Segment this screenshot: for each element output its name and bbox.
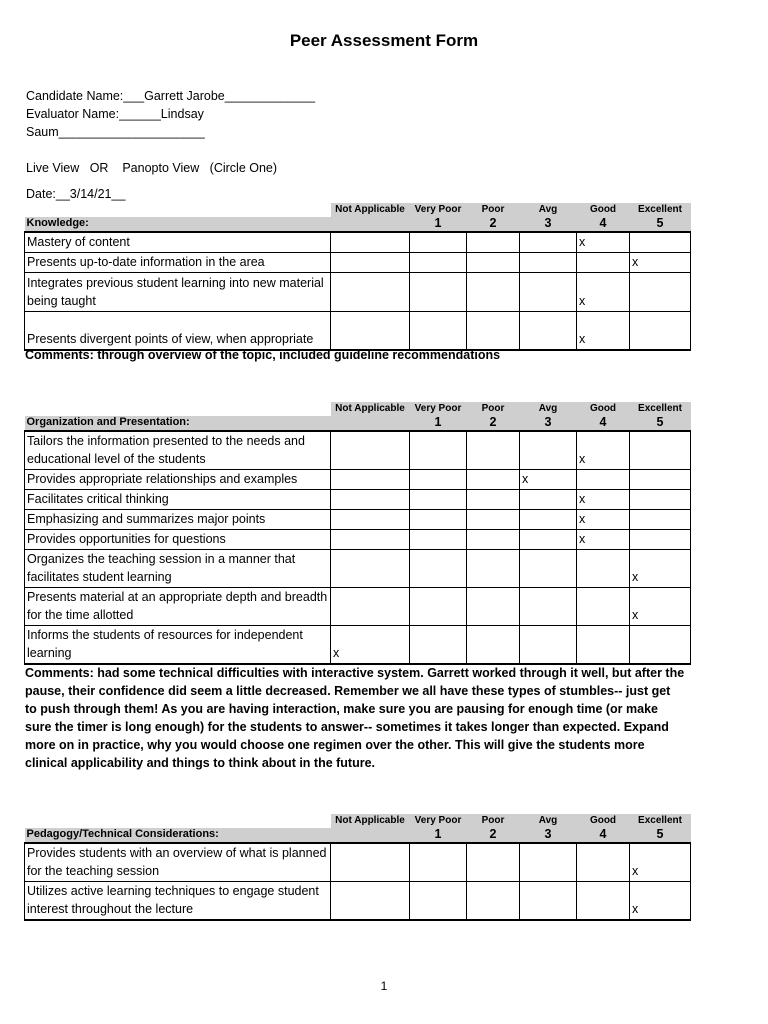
section-header-row: Organization and Presentation: 1 2 3 4 5 (25, 416, 691, 431)
rating-header-row: Not Applicable Very Poor Poor Avg Good Excellent (25, 402, 691, 416)
table-row: Facilitates critical thinking x (25, 490, 691, 510)
view-type: Live View OR Panopto View (Circle One) (26, 161, 278, 175)
pedagogy-table (24, 814, 691, 921)
table-row: Presents material at an appropriate depth and breadth for the time allotted x (25, 588, 691, 626)
table-row: Emphasizing and summarizes major points x (25, 510, 691, 530)
section-header-row: Pedagogy/Technical Considerations: 1 2 3 4 5 (25, 828, 691, 843)
rating-header-row: Not Applicable Very Poor Poor Avg Good Excellent (25, 203, 691, 217)
table-row: Provides appropriate relationships and examples x (25, 470, 691, 490)
evaluator-name: Evaluator Name:______Lindsay (26, 107, 204, 121)
section-name: Knowledge: (25, 217, 331, 232)
table-row: Organizes the teaching session in a manner that facilitates student learning x (25, 550, 691, 588)
table-row: Provides students with an overview of what is planned for the teaching session x (25, 843, 691, 882)
page-title: Peer Assessment Form (289, 31, 479, 50)
table-row: Integrates previous student learning into new material being taught x (25, 273, 691, 312)
knowledge-comments: Comments: through overview of the topic, included guideline recommendations (25, 348, 501, 362)
rating-header-row: Not Applicable Very Poor Poor Avg Good Excellent (25, 814, 691, 828)
table-row: Tailors the information presented to the needs and educational level of the students x (25, 431, 691, 470)
organization-comments: Comments: had some technical difficulties with interactive system. Garrett worked through it well, but after the pause, their confidence did seem a little decreased. Remember we all have these types of stumbles-- just get to push through them! As you are having interaction, make sure you are pausing for enough time (or make sure the timer is long enough) for the students to answer-- sometimes it takes longer than expected. Expand more on in practice, why you would choose one regimen over the other. This will give the students more clinical applicability and things to think about in the future. (25, 666, 685, 770)
table-row: Presents divergent points of view, when appropriate x (25, 312, 691, 350)
section-name: Pedagogy/Technical Considerations: (25, 828, 331, 843)
section-name: Organization and Presentation: (25, 416, 331, 431)
table-row: Informs the students of resources for independent learning x (25, 626, 691, 665)
evaluator-name-cont: Saum_____________________ (26, 125, 205, 139)
table-row: Presents up-to-date information in the area x (25, 253, 691, 273)
section-header-row: Knowledge: 1 2 3 4 5 (25, 217, 691, 232)
candidate-name: Candidate Name:___Garrett Jarobe_____________ (26, 89, 316, 103)
knowledge-table (24, 203, 691, 351)
organization-table (24, 402, 691, 665)
table-row: Provides opportunities for questions x (25, 530, 691, 550)
date: Date:__3/14/21__ (26, 187, 126, 201)
table-row: Utilizes active learning techniques to engage student interest throughout the lecture x (25, 882, 691, 921)
table-row: Mastery of content x (25, 232, 691, 253)
page-number: 1 (380, 979, 388, 993)
